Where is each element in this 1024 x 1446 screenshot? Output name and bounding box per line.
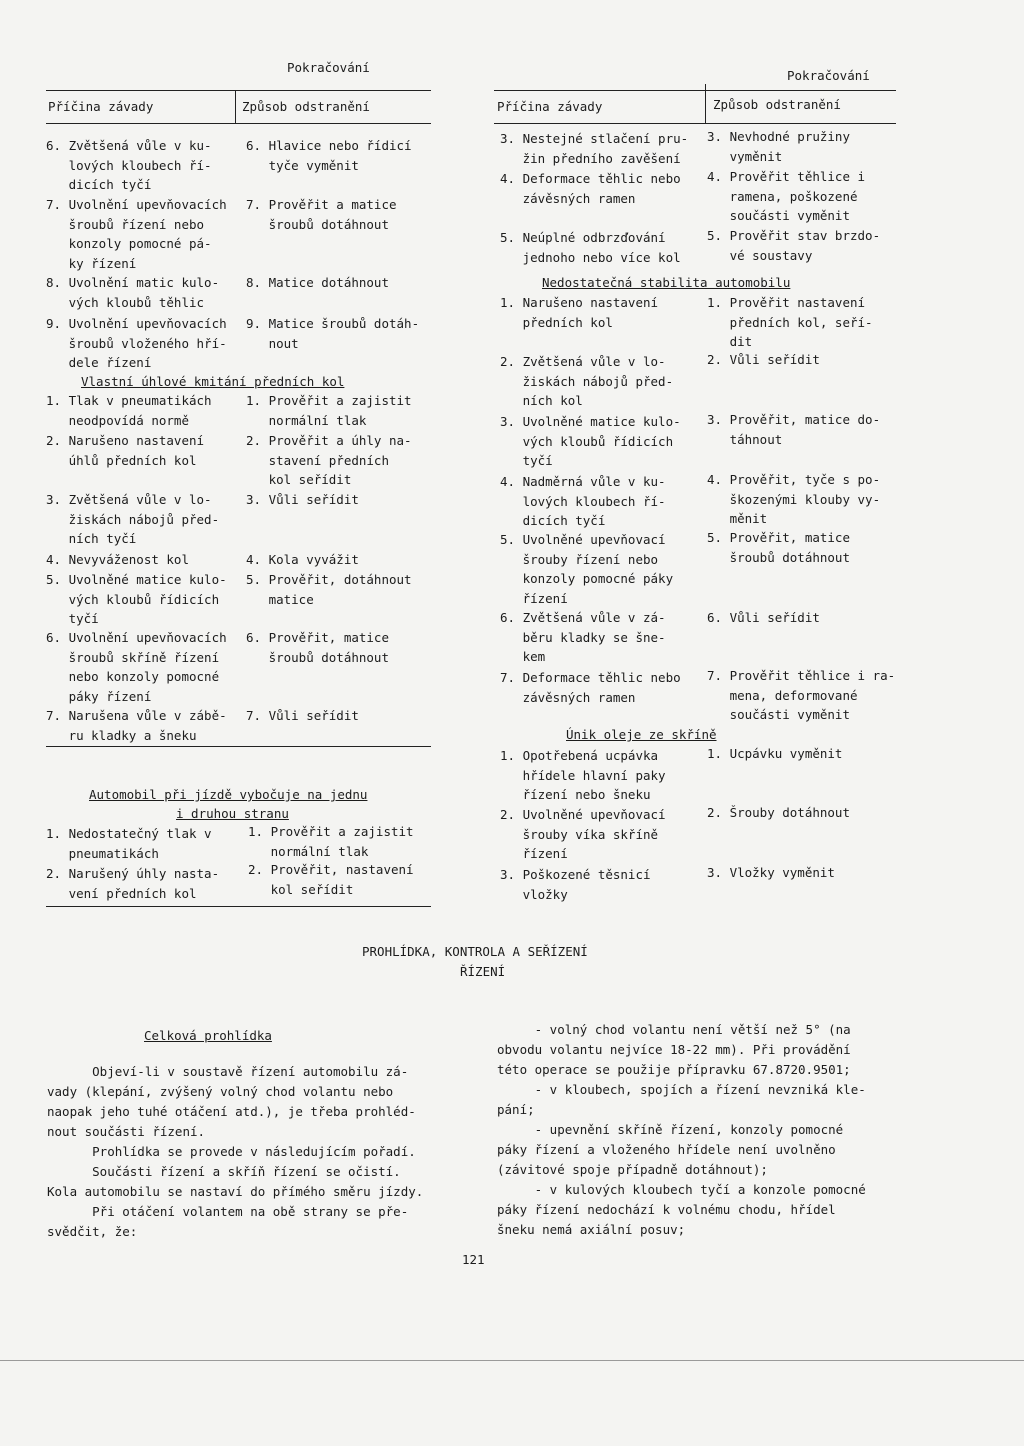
right-s2-row-1-fix: 1. Prověřit nastavení předních kol, seří- dit bbox=[707, 295, 873, 349]
left-row-9-cause: 9. Uvolnění upevňovacích šroubů vloženého hří- dele řízení bbox=[46, 316, 227, 370]
left-body-heading: Celková prohlídka bbox=[144, 1028, 272, 1043]
left-row-7-cause: 7. Uvolnění upevňovacích šroubů řízení nebo konzoly pomocné pá- ky řízení bbox=[46, 197, 227, 271]
left-s3-row-2-cause: 2. Narušený úhly nasta- vení předních kol bbox=[46, 866, 220, 901]
right-s2-row-7-fix: 7. Prověřit těhlice i ra- mena, deformované součásti vyměnit bbox=[707, 668, 896, 722]
right-s3-row-3-fix: 3. Vložky vyměnit bbox=[707, 865, 835, 880]
left-s2-row-6-cause: 6. Uvolnění upevňovacích šroubů skříně řízení nebo konzoly pomocné páky řízení bbox=[46, 630, 227, 704]
right-s2-row-2-fix: 2. Vůli seřídit bbox=[707, 352, 820, 367]
left-s3-row-1-fix: 1. Prověřit a zajistit normální tlak bbox=[248, 824, 414, 859]
right-table-top-rule bbox=[494, 90, 896, 91]
left-bottom-rule bbox=[46, 906, 431, 907]
left-row-9-fix: 9. Matice šroubů dotáh- nout bbox=[246, 316, 420, 351]
left-s2-row-4-cause: 4. Nevyváženost kol bbox=[46, 552, 189, 567]
right-row-3-cause: 3. Nestejné stlačení pru- žin předního zavěšení bbox=[500, 131, 689, 166]
left-s2-row-1-fix: 1. Prověřit a zajistit normální tlak bbox=[246, 393, 412, 428]
left-s2-row-7-fix: 7. Vůli seřídit bbox=[246, 708, 359, 723]
left-section-title-oscillation: Vlastní úhlové kmitání předních kol bbox=[81, 374, 345, 389]
right-header-bottom-rule bbox=[494, 123, 896, 124]
left-row-8-cause: 8. Uvolnění matic kulo- vých kloubů těhlic bbox=[46, 275, 220, 310]
section-title-line-2: ŘÍZENÍ bbox=[460, 964, 506, 979]
right-s2-row-4-cause: 4. Nadměrná vůle v ku- lových kloubech ří- dicích tyčí bbox=[500, 474, 666, 528]
left-header-cause: Příčina závady bbox=[48, 99, 154, 114]
right-s2-row-3-cause: 3. Uvolněné matice kulo- vých kloubů řídicích tyčí bbox=[500, 414, 681, 468]
right-s2-row-1-cause: 1. Narušeno nastavení předních kol bbox=[500, 295, 659, 330]
right-s2-row-7-cause: 7. Deformace těhlic nebo závěsných ramen bbox=[500, 670, 681, 705]
left-s3-row-1-cause: 1. Nedostatečný tlak v pneumatikách bbox=[46, 826, 212, 861]
right-section-title-oil-leak: Únik oleje ze skříně bbox=[566, 727, 717, 742]
right-s2-row-4-fix: 4. Prověřit, tyče s po- škozenými klouby vy- měnit bbox=[707, 472, 881, 526]
left-s2-row-4-fix: 4. Kola vyvážit bbox=[246, 552, 359, 567]
right-s2-row-5-fix: 5. Prověřit, matice šroubů dotáhnout bbox=[707, 530, 850, 565]
left-continued-label: Pokračování bbox=[287, 60, 370, 75]
right-s3-row-3-cause: 3. Poškozené těsnicí vložky bbox=[500, 867, 651, 902]
left-s2-row-2-cause: 2. Narušeno nastavení úhlů předních kol bbox=[46, 433, 205, 468]
right-header-fix: Způsob odstranění bbox=[713, 97, 841, 112]
left-row-7-fix: 7. Prověřit a matice šroubů dotáhnout bbox=[246, 197, 397, 232]
left-s2-row-3-fix: 3. Vůli seřídit bbox=[246, 492, 359, 507]
left-s3-row-2-fix: 2. Prověřit, nastavení kol seřídit bbox=[248, 862, 414, 897]
left-s2-row-1-cause: 1. Tlak v pneumatikách neodpovídá normě bbox=[46, 393, 212, 428]
left-header-fix: Způsob odstranění bbox=[242, 99, 370, 114]
left-section-title-veer-2: i druhou stranu bbox=[176, 806, 289, 821]
right-row-4-fix: 4. Prověřit těhlice i ramena, poškozené součásti vyměnit bbox=[707, 169, 866, 223]
left-table-end-rule bbox=[46, 746, 431, 747]
right-row-3-fix: 3. Nevhodné pružiny vyměnit bbox=[707, 129, 850, 164]
right-row-5-fix: 5. Prověřit stav brzdo- vé soustavy bbox=[707, 228, 881, 263]
left-s2-row-6-fix: 6. Prověřit, matice šroubů dotáhnout bbox=[246, 630, 389, 665]
right-s2-row-6-cause: 6. Zvětšená vůle v zá- běru kladky se šne- kem bbox=[500, 610, 666, 664]
right-s2-row-2-cause: 2. Zvětšená vůle v lo- žiskách nábojů před- ních kol bbox=[500, 354, 674, 408]
right-continued-label: Pokračování bbox=[787, 68, 870, 83]
left-section-title-veer-1: Automobil při jízdě vybočuje na jednu bbox=[89, 787, 368, 802]
left-s2-row-7-cause: 7. Narušena vůle v zábě- ru kladky a šneku bbox=[46, 708, 227, 743]
left-s2-row-5-cause: 5. Uvolněné matice kulo- vých kloubů řídicích tyčí bbox=[46, 572, 227, 626]
right-s2-row-5-cause: 5. Uvolněné upevňovací šrouby řízení nebo konzoly pomocné páky řízení bbox=[500, 532, 674, 606]
right-section-title-stability: Nedostatečná stabilita automobilu bbox=[542, 275, 791, 290]
right-s2-row-6-fix: 6. Vůli seřídit bbox=[707, 610, 820, 625]
right-row-5-cause: 5. Neúplné odbrzďování jednoho nebo více kol bbox=[500, 230, 681, 265]
left-s2-row-2-fix: 2. Prověřit a úhly na- stavení předních kol seřídit bbox=[246, 433, 412, 487]
scan-edge-line bbox=[0, 1360, 1024, 1361]
right-body-text: - volný chod volantu není větší než 5° (na obvodu volantu nejvíce 18-22 mm). Při provádění této operace se použije přípravku 67.8720.9501; - v kloubech, spojích a řízení nevzniká kle- pání; - upevnění skříně řízení, konzoly pomocné páky řízení a vloženého hřídele není uvolněno (závitové spoje případně dotáhnout); - v kulových kloubech tyčí a konzole pomocné páky řízení nedochází k volnému chodu, hřídel šneku nemá axiální posuv; bbox=[497, 1022, 866, 1237]
left-row-6-fix: 6. Hlavice nebo řídicí tyče vyměnit bbox=[246, 138, 412, 173]
right-s3-row-2-fix: 2. Šrouby dotáhnout bbox=[707, 805, 850, 820]
page-number: 121 bbox=[462, 1252, 485, 1267]
right-header-divider bbox=[705, 84, 706, 123]
right-row-4-cause: 4. Deformace těhlic nebo závěsných ramen bbox=[500, 171, 681, 206]
left-body-text: Objeví-li v soustavě řízení automobilu zá- vady (klepání, zvýšený volný chod volantu nebo naopak jeho tuhé otáčení atd.), je třeba prohléd- nout součásti řízení. Prohlídka se provede v následujícím pořadí. Součásti řízení a skříň řízení se očistí. Kola automobilu se nastaví do přímého směru jízdy. Při otáčení volantem na obě strany se pře- svědčit, že: bbox=[47, 1064, 424, 1239]
left-header-bottom-rule bbox=[46, 123, 431, 124]
right-s2-row-3-fix: 3. Prověřit, matice do- táhnout bbox=[707, 412, 881, 447]
section-title-line-1: PROHLÍDKA, KONTROLA A SEŘÍZENÍ bbox=[362, 944, 588, 959]
left-row-8-fix: 8. Matice dotáhnout bbox=[246, 275, 389, 290]
left-row-6-cause: 6. Zvětšená vůle v ku- lových kloubech ří- dicích tyčí bbox=[46, 138, 212, 192]
right-s3-row-1-cause: 1. Opotřebená ucpávka hřídele hlavní paky řízení nebo šneku bbox=[500, 748, 666, 802]
left-s2-row-5-fix: 5. Prověřit, dotáhnout matice bbox=[246, 572, 412, 607]
left-table-top-rule bbox=[46, 90, 431, 91]
right-s3-row-1-fix: 1. Ucpávku vyměnit bbox=[707, 746, 843, 761]
right-s3-row-2-cause: 2. Uvolněné upevňovací šrouby víka skříně řízení bbox=[500, 807, 666, 861]
left-s2-row-3-cause: 3. Zvětšená vůle v lo- žiskách nábojů před- ních tyčí bbox=[46, 492, 220, 546]
right-header-cause: Příčina závady bbox=[497, 99, 603, 114]
left-header-divider bbox=[235, 90, 236, 123]
